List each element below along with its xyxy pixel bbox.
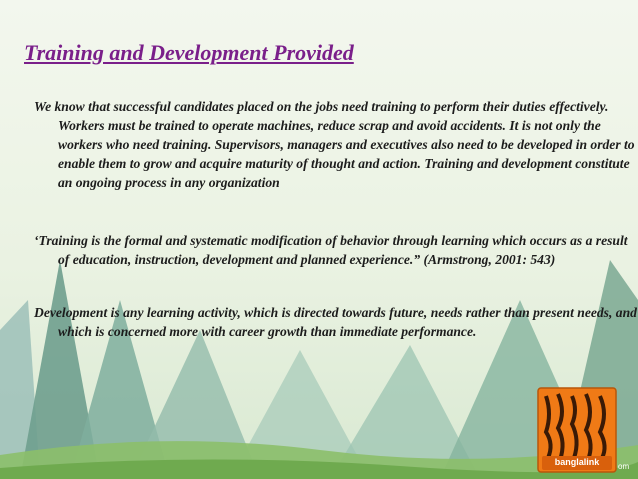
paragraph-intro: We know that successful candidates placed on the jobs need training to perform their duties effectively. Workers must be trained to operate machines, reduce scrap and avoid accidents. It is not only the workers who need training. Supervisors, managers and executives also need to be developed in order to enable them to grow and acquire maturity of thought and action. Training and development constitute an ongoing process in any organization: [34, 99, 635, 190]
paragraph-development-definition: Development is any learning activity, which is directed towards future, needs rather than present needs, and which is concerned more with career growth than immediate performance.: [34, 305, 637, 339]
corner-footer-text: om: [618, 462, 630, 471]
logo-label: banglalink: [554, 457, 600, 467]
paragraph-training-definition: ‘Training is the formal and systematic modification of behavior through learning which occurs as a result of education, instruction, development and planned experience.” (Armstrong, 2001: 543): [34, 233, 628, 267]
slide-title: Training and Development Provided: [24, 40, 354, 65]
